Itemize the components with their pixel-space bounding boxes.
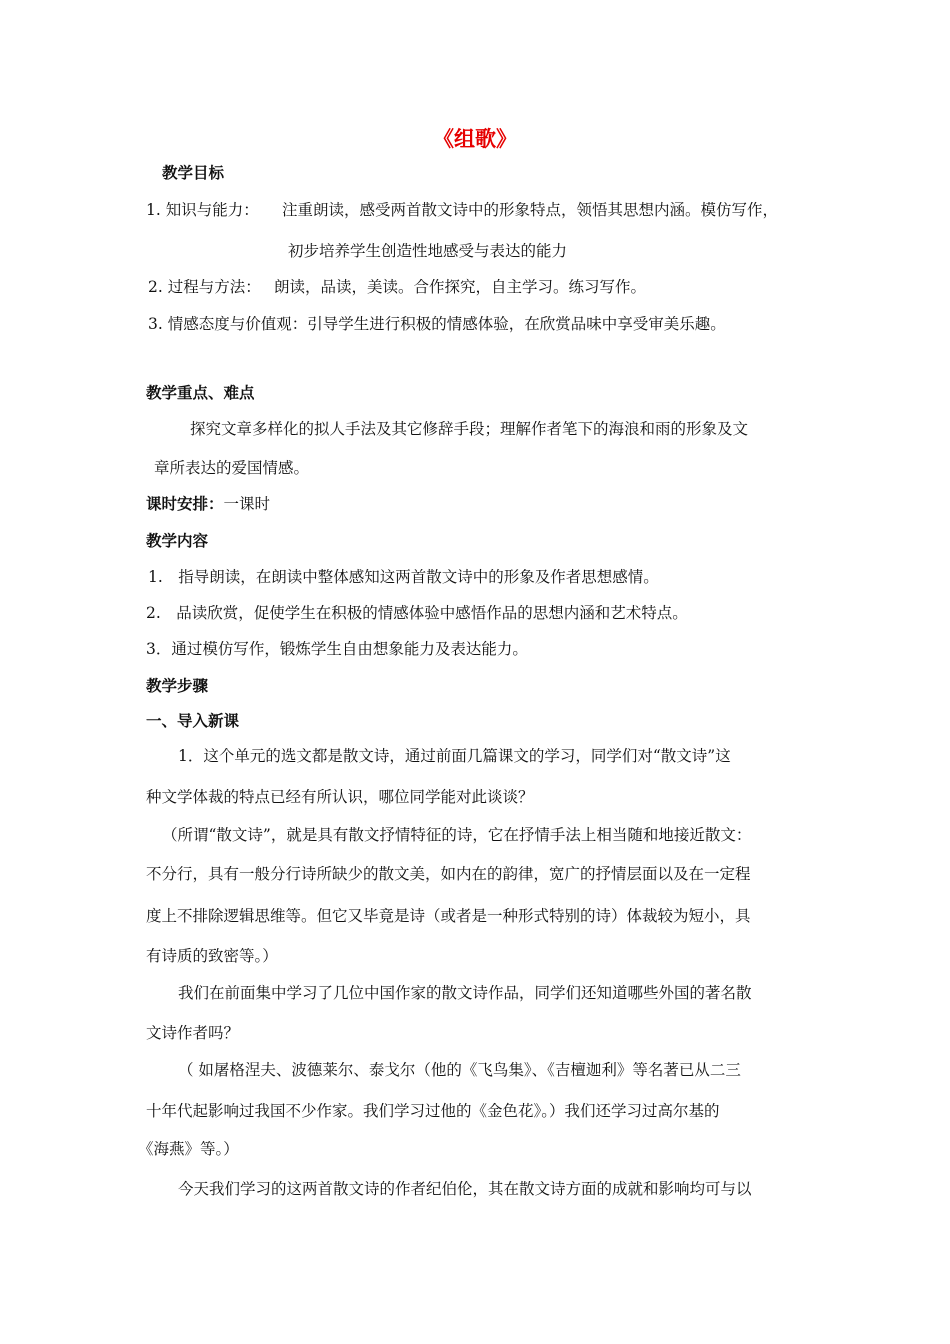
paragraph-3-line-1: 我们在前面集中学习了几位中国作家的散文诗作品，同学们还知道哪些外国的著名散 bbox=[178, 984, 752, 1002]
key-points-line-2: 章所表达的爱国情感。 bbox=[154, 459, 310, 477]
objectives-heading: 教学目标 bbox=[162, 163, 225, 182]
key-points-line-1: 探究文章多样化的拟人手法及其它修辞手段；理解作者笔下的海浪和雨的形象及文 bbox=[190, 420, 749, 438]
paragraph-2-line-3: 度上不排除逻辑思维等。但它又毕竟是诗（或者是一种形式特别的诗）体裁较为短小，具 bbox=[146, 907, 751, 925]
paragraph-2-line-1: （所谓“散文诗”，就是具有散文抒情特征的诗，它在抒情手法上相当随和地接近散文： bbox=[162, 826, 752, 844]
paragraph-4-line-2: 十年代起影响过我国不少作家。我们学习过他的《金色花》。）我们还学习过高尔基的 bbox=[146, 1102, 720, 1120]
document-title: 《组歌》 bbox=[433, 126, 517, 151]
paragraph-4-line-1: （ 如屠格涅夫、波德莱尔、泰戈尔（他的《飞鸟集》、《吉檀迦利》等名著已从二三 bbox=[178, 1061, 741, 1079]
section-1-heading: 一、导入新课 bbox=[146, 711, 240, 730]
objective-1-label: 1. 知识与能力： bbox=[146, 201, 259, 219]
key-points-heading: 教学重点、难点 bbox=[146, 383, 255, 402]
schedule-line bbox=[146, 494, 270, 514]
paragraph-5-line-1: 今天我们学习的这两首散文诗的作者纪伯伦，其在散文诗方面的成就和影响均可与以 bbox=[178, 1180, 752, 1198]
content-item-1: 1. 指导朗读，在朗读中整体感知这两首散文诗中的形象及作者思想感情。 bbox=[148, 568, 659, 586]
content-item-2: 2. 品读欣赏，促使学生在积极的情感体验中感悟作品的思想内涵和艺术特点。 bbox=[146, 604, 688, 622]
paragraph-3-line-2: 文诗作者吗？ bbox=[146, 1024, 240, 1042]
paragraph-2-line-4: 有诗质的致密等。） bbox=[146, 947, 278, 965]
objective-2-text: 朗读，品读，美读。合作探究，自主学习。练习写作。 bbox=[274, 278, 647, 296]
schedule-label: 课时安排： bbox=[146, 494, 224, 513]
paragraph-4-line-3: 《海燕》等。） bbox=[138, 1140, 239, 1158]
paragraph-2-line-2: 不分行，具有一般分行诗所缺少的散文美，如内在的韵律，宽广的抒情层面以及在一定程 bbox=[146, 865, 751, 883]
content-heading: 教学内容 bbox=[146, 531, 209, 550]
steps-heading: 教学步骤 bbox=[146, 676, 209, 695]
paragraph-1-line-1: 1．这个单元的选文都是散文诗，通过前面几篇课文的学习，同学们对“散文诗”这 bbox=[178, 747, 731, 765]
schedule-value: 一课时 bbox=[223, 495, 271, 513]
objective-3: 3. 情感态度与价值观：引导学生进行积极的情感体验，在欣赏品味中享受审美乐趣。 bbox=[148, 315, 726, 333]
objective-2-label: 2. 过程与方法： bbox=[148, 278, 261, 296]
objective-1-continuation: 初步培养学生创造性地感受与表达的能力 bbox=[288, 242, 568, 260]
paragraph-1-line-2: 种文学体裁的特点已经有所认识，哪位同学能对此谈谈？ bbox=[146, 788, 534, 806]
content-item-3: 3．通过模仿写作，锻炼学生自由想象能力及表达能力。 bbox=[146, 640, 528, 658]
objective-1-text: 注重朗读，感受两首散文诗中的形象特点，领悟其思想内涵。模仿写作， bbox=[282, 201, 779, 219]
